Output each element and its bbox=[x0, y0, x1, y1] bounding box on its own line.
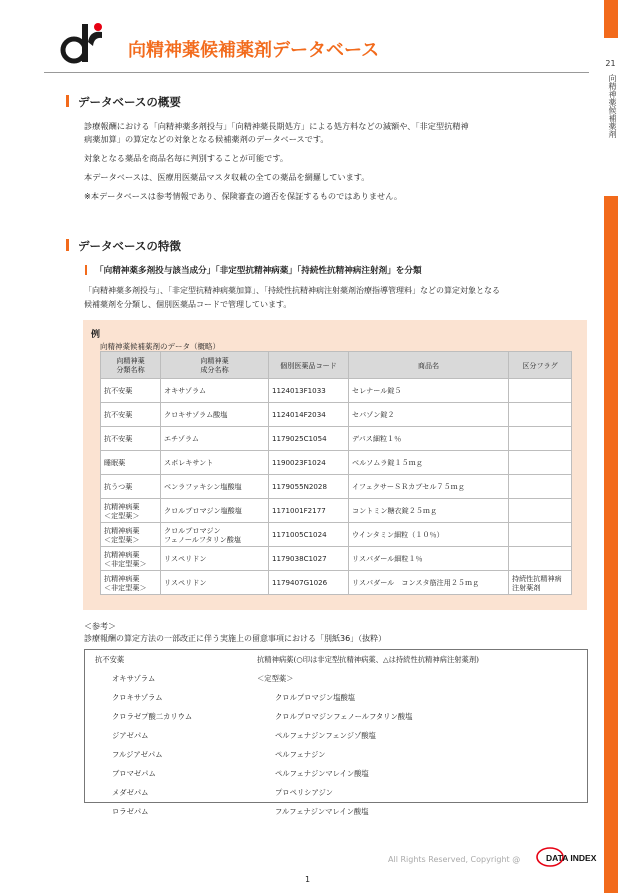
reference-right-column bbox=[257, 650, 479, 816]
example-label: 例 bbox=[91, 330, 101, 340]
cell-ingredient: クロルプロマジン フェノールフタリン酸塩 bbox=[161, 523, 269, 547]
copyright-text: All Rights Reserved, Copyright @ bbox=[388, 855, 521, 864]
cell-code: 1171005C1024 bbox=[269, 523, 349, 547]
side-accent-bar-top bbox=[604, 0, 618, 38]
cell-ingredient: ベンラファキシン塩酸塩 bbox=[161, 475, 269, 499]
cell-flag bbox=[509, 523, 572, 547]
cell-product: ウインタミン細粒（１０％） bbox=[349, 523, 509, 547]
brand-logo-icon bbox=[60, 20, 104, 66]
table-row bbox=[101, 523, 572, 547]
reference-left-item: ジアゼパム bbox=[112, 731, 149, 740]
table-row bbox=[101, 379, 572, 403]
table-row bbox=[101, 427, 572, 451]
cell-product: イフェクサーＳＲカプセル７５ｍｇ bbox=[349, 475, 509, 499]
cell-flag: 持続性抗精神病 注射薬剤 bbox=[509, 571, 572, 595]
page-number: 1 bbox=[305, 875, 311, 884]
example-caption: 向精神薬候補薬剤のデータ（概略） bbox=[100, 342, 220, 351]
data-index-logo-icon bbox=[532, 845, 602, 867]
cell-flag bbox=[509, 403, 572, 427]
cell-code: 1124014F2034 bbox=[269, 403, 349, 427]
cell-product: リスパダール細粒１％ bbox=[349, 547, 509, 571]
reference-right-item: プロペリシアジン bbox=[275, 788, 333, 797]
reference-left-item: クロラゼプ酸二カリウム bbox=[112, 712, 193, 721]
features-heading: データベースの特徴 bbox=[68, 238, 181, 254]
table-row bbox=[101, 571, 572, 595]
side-page-number: 21 bbox=[605, 59, 616, 68]
cell-code: 1124013F1033 bbox=[269, 379, 349, 403]
cell-code: 1179407G1026 bbox=[269, 571, 349, 595]
side-accent-bar-bottom bbox=[604, 196, 618, 893]
cell-code: 1190023F1024 bbox=[269, 451, 349, 475]
table-row bbox=[101, 475, 572, 499]
col-header-product: 商品名 bbox=[349, 352, 509, 379]
cell-category: 抗うつ薬 bbox=[101, 475, 161, 499]
cell-product: セレナール錠５ bbox=[349, 379, 509, 403]
cell-ingredient: クロルプロマジン塩酸塩 bbox=[161, 499, 269, 523]
reference-right-item: フルフェナジンマレイン酸塩 bbox=[275, 807, 369, 816]
cell-ingredient: リスペリドン bbox=[161, 571, 269, 595]
reference-left-item: ブロマゼパム bbox=[112, 769, 156, 778]
reference-left-item: フルジアゼパム bbox=[112, 750, 163, 759]
cell-flag bbox=[509, 379, 572, 403]
col-header-flag: 区分フラグ bbox=[509, 352, 572, 379]
cell-flag bbox=[509, 499, 572, 523]
table-header-row bbox=[101, 352, 572, 379]
cell-category: 抗不安薬 bbox=[101, 379, 161, 403]
reference-right-title: 抗精神病薬(○印は非定型抗精神病薬、△は持続性抗精神病注射薬剤) bbox=[257, 655, 479, 664]
cell-product: デパス細粒１％ bbox=[349, 427, 509, 451]
col-header-category: 向精神薬 分類名称 bbox=[101, 352, 161, 379]
cell-flag bbox=[509, 427, 572, 451]
cell-ingredient: スボレキサント bbox=[161, 451, 269, 475]
reference-subtitle: 診療報酬の算定方法の一部改正に伴う実施上の留意事項における「別紙36」（抜粋） bbox=[84, 634, 387, 643]
cell-category: 抗精神病薬 ＜定型薬＞ bbox=[101, 523, 161, 547]
side-section-label: 向精神薬候補薬剤 bbox=[608, 74, 617, 138]
cell-product: コントミン糖衣錠２５ｍｇ bbox=[349, 499, 509, 523]
cell-flag bbox=[509, 475, 572, 499]
cell-category: 抗精神病薬 ＜非定型薬＞ bbox=[101, 547, 161, 571]
reference-right-item: ペルフェナジン bbox=[275, 750, 326, 759]
cell-category: 抗精神病薬 ＜定型薬＞ bbox=[101, 499, 161, 523]
reference-right-item: ペルフェナジンマレイン酸塩 bbox=[275, 769, 369, 778]
cell-category: 抗精神病薬 ＜非定型薬＞ bbox=[101, 571, 161, 595]
cell-product: ベルソムラ錠１５ｍｇ bbox=[349, 451, 509, 475]
reference-right-item: クロルプロマジンフェノールフタリン酸塩 bbox=[275, 712, 413, 721]
reference-box bbox=[84, 649, 588, 816]
cell-product: リスパダール コンスタ筋注用２５ｍｇ bbox=[349, 571, 509, 595]
reference-heading: ＜参考＞ bbox=[84, 622, 116, 631]
table-row bbox=[101, 403, 572, 427]
data-index-logo-text: DATA INDEX bbox=[546, 853, 597, 863]
cell-ingredient: オキサゾラム bbox=[161, 379, 269, 403]
reference-left-title: 抗不安薬 bbox=[95, 655, 125, 664]
table-row bbox=[101, 499, 572, 523]
cell-category: 睡眠薬 bbox=[101, 451, 161, 475]
cell-product: セパゾン錠２ bbox=[349, 403, 509, 427]
reference-left-item: クロキサゾラム bbox=[112, 693, 163, 702]
cell-category: 抗不安薬 bbox=[101, 403, 161, 427]
cell-ingredient: リスペリドン bbox=[161, 547, 269, 571]
reference-left-item: ロラゼパム bbox=[112, 807, 149, 816]
cell-code: 1179055N2028 bbox=[269, 475, 349, 499]
cell-category: 抗不安薬 bbox=[101, 427, 161, 451]
title-divider bbox=[44, 72, 589, 73]
reference-left-item: オキサゾラム bbox=[112, 674, 156, 683]
drug-table bbox=[100, 351, 572, 595]
cell-code: 1171001F2177 bbox=[269, 499, 349, 523]
overview-heading: データベースの概要 bbox=[68, 94, 181, 110]
cell-ingredient: クロキサゾラム酸塩 bbox=[161, 403, 269, 427]
reference-left-column bbox=[95, 650, 193, 816]
reference-right-subtitle: ＜定型薬＞ bbox=[257, 674, 294, 683]
cell-code: 1179025C1054 bbox=[269, 427, 349, 451]
table-row bbox=[101, 547, 572, 571]
cell-ingredient: エチゾラム bbox=[161, 427, 269, 451]
cell-flag bbox=[509, 451, 572, 475]
reference-left-item: メダゼパム bbox=[112, 788, 149, 797]
overview-text: 診療報酬における「向精神薬多剤投与」「向精神薬長期処方」による処方料などの減額や、「非定型抗精神 病薬加算」の算定などの対象となる候補薬剤のデータベースです。 対象となる薬品を商品名毎に判別することが可能です。 本データベースは、医療用医薬品マスタ収載の全ての薬品を網羅しています。 ※本データベースは参考情報であり、保険審査の適否を保証するものではありません。 bbox=[84, 121, 469, 201]
reference-right-item: クロルプロマジン塩酸塩 bbox=[275, 693, 356, 702]
col-header-code: 個別医薬品コード bbox=[269, 352, 349, 379]
reference-right-item: ペルフェナジンフェンジゾ酸塩 bbox=[275, 731, 376, 740]
cell-flag bbox=[509, 547, 572, 571]
features-description: 「向精神薬多剤投与」、「非定型抗精神病薬加算」、「持続性抗精神病注射薬剤治療指導管理料」などの算定対象となる 候補薬剤を分類し、個別医薬品コードで管理しています。 bbox=[84, 286, 500, 309]
col-header-ingredient: 向精神薬 成分名称 bbox=[161, 352, 269, 379]
table-row bbox=[101, 451, 572, 475]
cell-code: 1179038C1027 bbox=[269, 547, 349, 571]
page-title: 向精神薬候補薬剤データベース bbox=[128, 40, 380, 61]
features-subheading: 「向精神薬多剤投与該当成分」「非定型抗精神病薬」「持続性抗精神病注射剤」を分類 bbox=[88, 264, 422, 276]
